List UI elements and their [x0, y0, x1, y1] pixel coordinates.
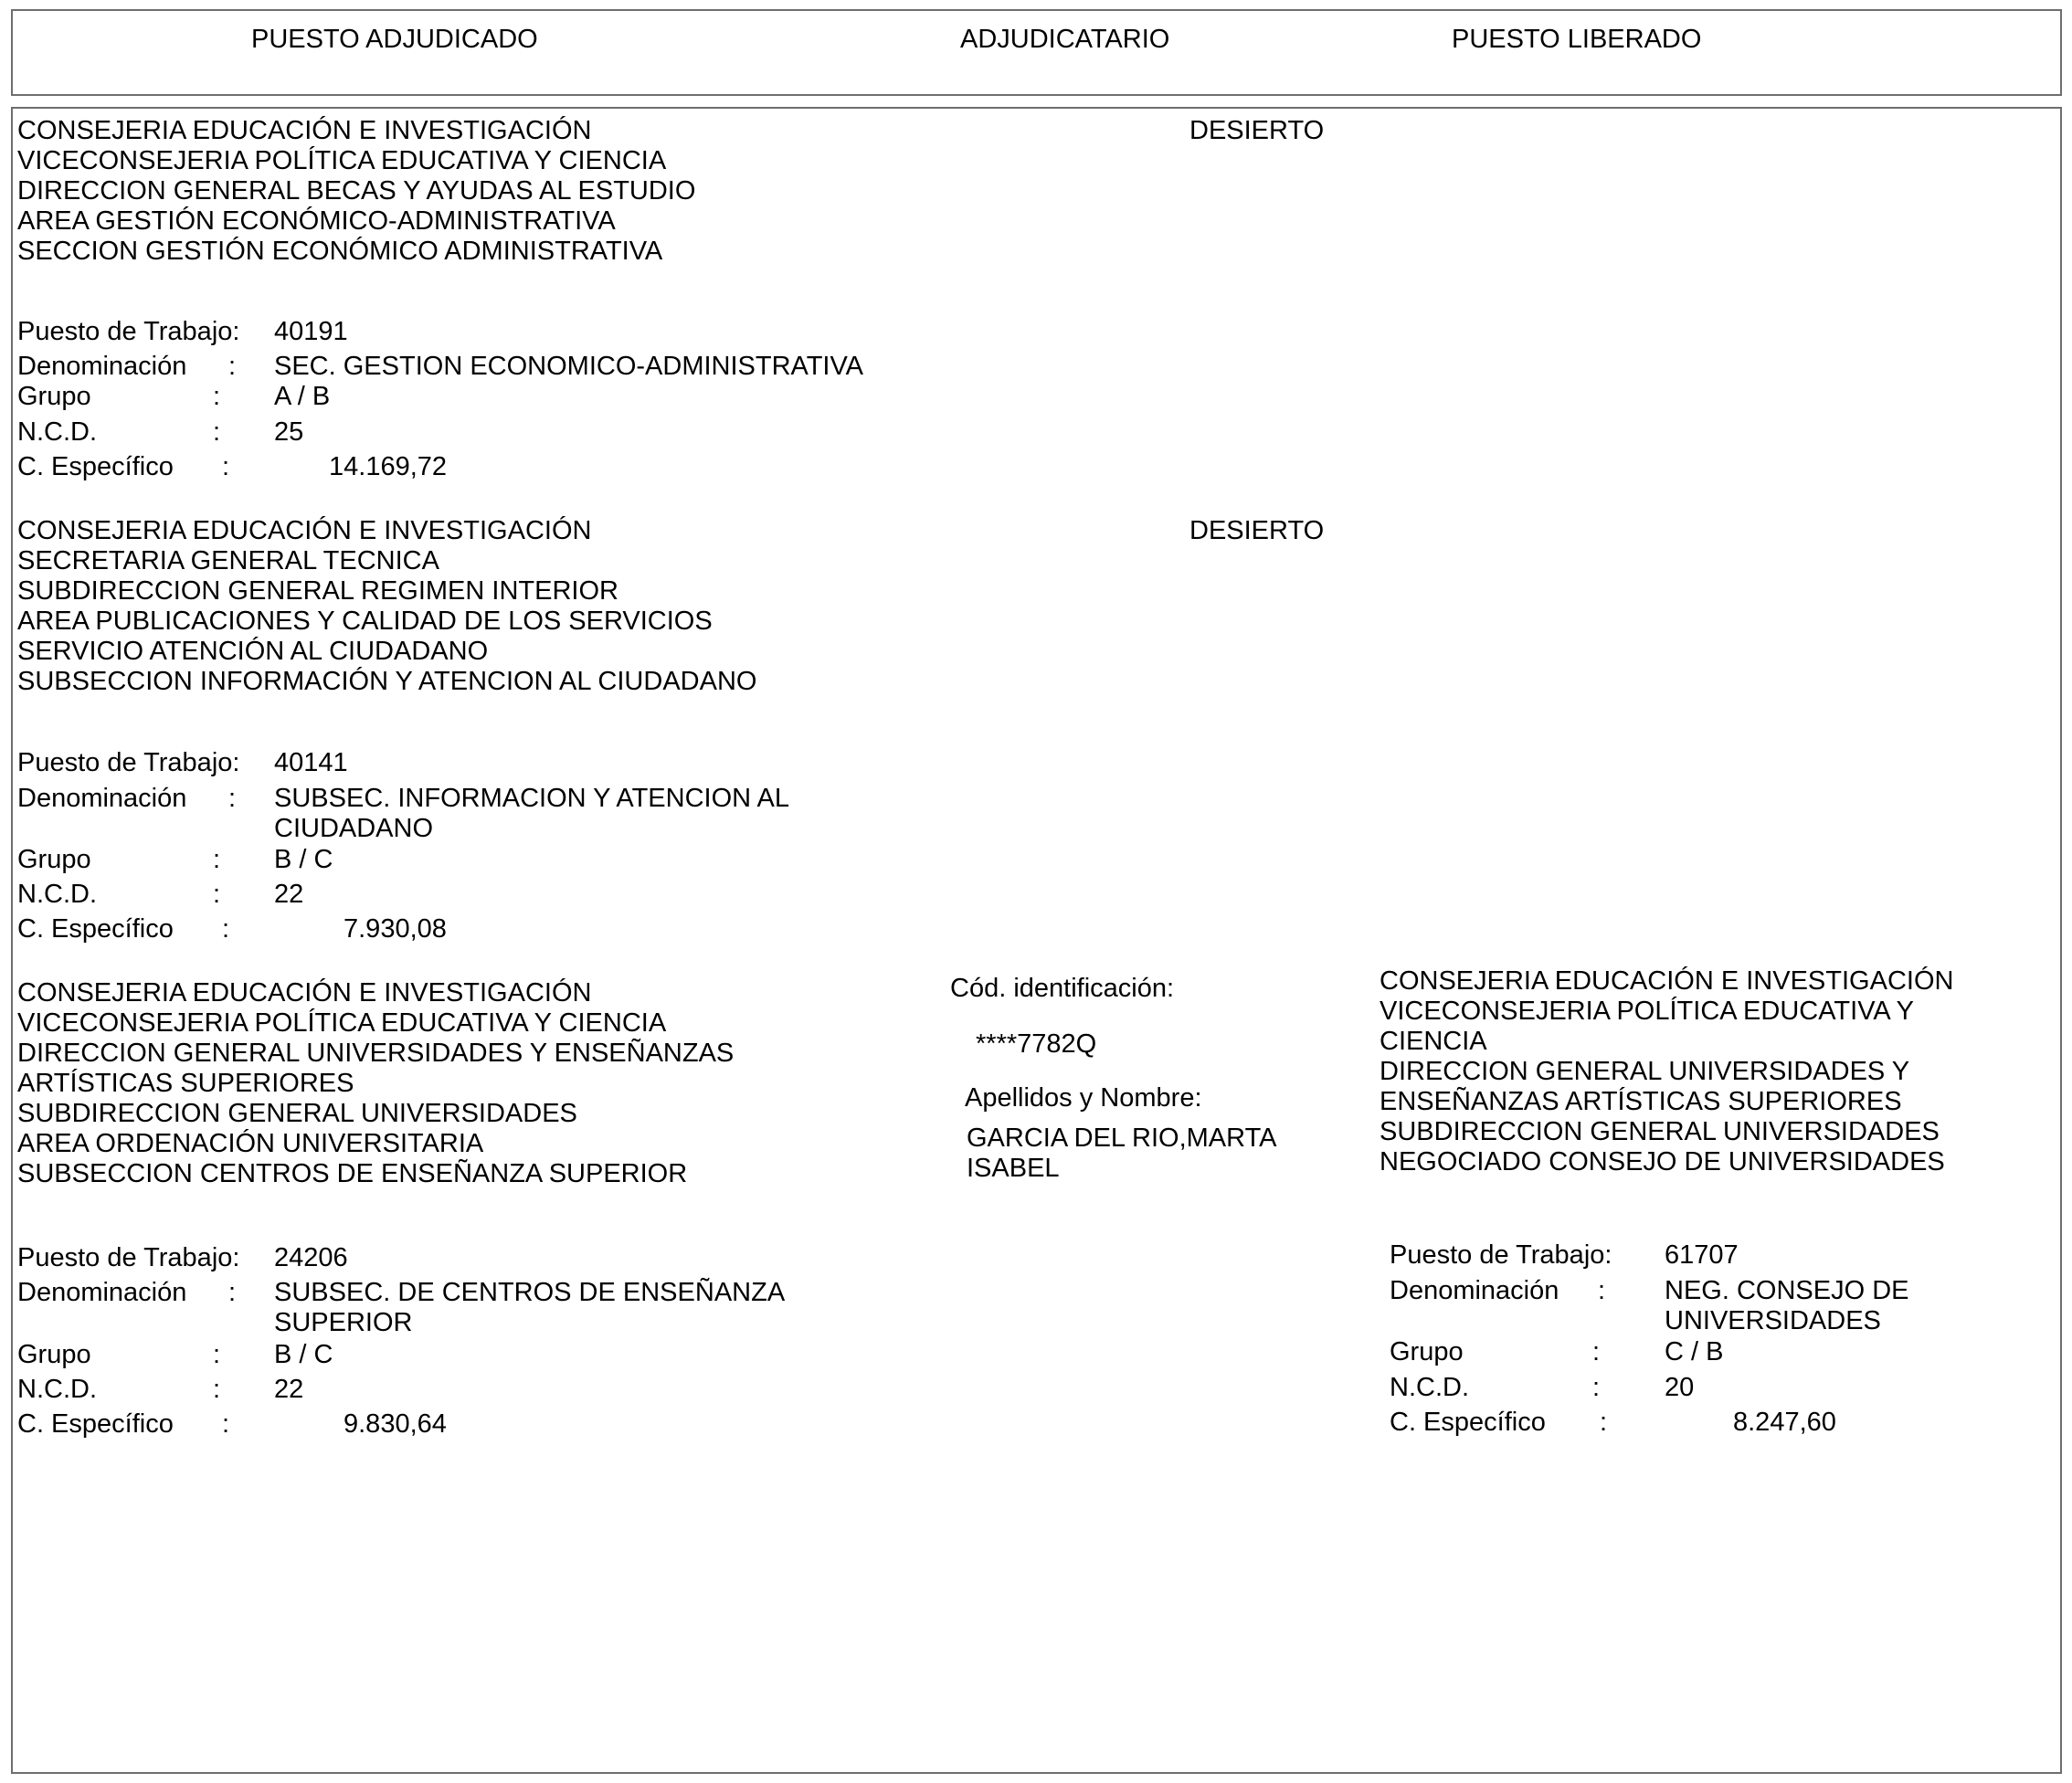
colon: : — [222, 452, 230, 481]
liberado-ncd-label: N.C.D. — [1390, 1373, 1469, 1402]
org-line: CIENCIA — [1380, 1027, 1487, 1056]
nombre-line: ISABEL — [967, 1154, 1060, 1183]
colon: : — [1592, 1337, 1601, 1366]
denominacion-line: SUPERIOR — [274, 1308, 413, 1337]
liberado-especifico-value: 8.247,60 — [1733, 1408, 1836, 1437]
org-line: ARTÍSTICAS SUPERIORES — [17, 1069, 354, 1098]
org-line: SUBSECCION INFORMACIÓN Y ATENCION AL CIUDADANO — [17, 667, 757, 696]
denominacion-label: Denominación — [17, 1278, 187, 1307]
header-adjudicatario: ADJUDICATARIO — [960, 25, 1170, 54]
adjudicatario-desierto-1: DESIERTO — [1189, 116, 1325, 145]
colon: : — [222, 1409, 230, 1439]
org-line: SUBDIRECCION GENERAL UNIVERSIDADES — [1380, 1117, 1940, 1146]
especifico-value: 9.830,64 — [344, 1409, 447, 1439]
org-line: AREA PUBLICACIONES Y CALIDAD DE LOS SERVICIOS — [17, 607, 713, 636]
org-line: SECCION GESTIÓN ECONÓMICO ADMINISTRATIVA — [17, 237, 663, 266]
liberado-especifico-label: C. Específico — [1390, 1408, 1546, 1437]
colon: : — [213, 1375, 221, 1404]
puesto-value: 40191 — [274, 317, 348, 346]
colon: : — [222, 914, 230, 944]
colon: : — [1592, 1373, 1601, 1402]
org-block-2 — [17, 516, 756, 697]
denominacion-line: SUBSEC. INFORMACION Y ATENCION AL — [274, 784, 790, 813]
colon: : — [213, 382, 221, 411]
org-line: SECRETARIA GENERAL TECNICA — [17, 546, 439, 575]
puesto-label: Puesto de Trabajo: — [17, 317, 240, 346]
liberado-denominacion-label: Denominación — [1390, 1276, 1559, 1305]
org-line: SUBDIRECCION GENERAL UNIVERSIDADES — [17, 1099, 577, 1128]
liberado-puesto-value: 61707 — [1665, 1240, 1739, 1270]
colon: : — [228, 784, 237, 813]
adjudicatario-desierto-2: DESIERTO — [1189, 516, 1325, 545]
liberado-grupo-value: C / B — [1665, 1337, 1724, 1366]
denominacion-line: SUBSEC. DE CENTROS DE ENSEÑANZA — [274, 1278, 786, 1307]
especifico-label: C. Específico — [17, 452, 174, 481]
puesto-label: Puesto de Trabajo: — [17, 748, 240, 777]
org-line: NEGOCIADO CONSEJO DE UNIVERSIDADES — [1380, 1147, 1945, 1176]
puesto-value: 24206 — [274, 1243, 348, 1272]
puesto-label: Puesto de Trabajo: — [17, 1243, 240, 1272]
grupo-label: Grupo — [17, 1340, 91, 1369]
org-line: DIRECCION GENERAL UNIVERSIDADES Y ENSEÑANZAS — [17, 1039, 735, 1068]
liberado-ncd-value: 20 — [1665, 1373, 1695, 1402]
colon: : — [213, 1340, 221, 1369]
denominacion-value: SEC. GESTION ECONOMICO-ADMINISTRATIVA — [274, 352, 864, 381]
liberado-org-block — [1380, 966, 1953, 1177]
cod-identificacion-label: Cód. identificación: — [950, 974, 1175, 1003]
colon: : — [213, 417, 221, 447]
cod-identificacion-value: ****7782Q — [976, 1029, 1097, 1059]
denominacion-line: CIUDADANO — [274, 814, 434, 843]
grupo-value: A / B — [274, 382, 331, 411]
org-line: CONSEJERIA EDUCACIÓN E INVESTIGACIÓN — [17, 516, 592, 545]
org-line: AREA GESTIÓN ECONÓMICO-ADMINISTRATIVA — [17, 206, 616, 236]
org-line: SUBDIRECCION GENERAL REGIMEN INTERIOR — [17, 576, 618, 606]
org-line: CONSEJERIA EDUCACIÓN E INVESTIGACIÓN — [17, 978, 592, 1008]
denominacion-line: NEG. CONSEJO DE — [1665, 1276, 1909, 1305]
org-line: VICECONSEJERIA POLÍTICA EDUCATIVA Y CIENCIA — [17, 146, 667, 175]
org-line: DIRECCION GENERAL UNIVERSIDADES Y — [1380, 1057, 1910, 1086]
denominacion-line: UNIVERSIDADES — [1665, 1306, 1881, 1335]
header-puesto-adjudicado: PUESTO ADJUDICADO — [251, 25, 538, 54]
puesto-value: 40141 — [274, 748, 348, 777]
apellidos-label: Apellidos y Nombre: — [965, 1083, 1202, 1113]
header-puesto-liberado: PUESTO LIBERADO — [1452, 25, 1702, 54]
org-line: VICECONSEJERIA POLÍTICA EDUCATIVA Y CIENCIA — [17, 1008, 667, 1038]
org-line: CONSEJERIA EDUCACIÓN E INVESTIGACIÓN — [17, 116, 592, 145]
denominacion-value — [274, 784, 789, 844]
org-line: CONSEJERIA EDUCACIÓN E INVESTIGACIÓN — [1380, 966, 1954, 996]
especifico-label: C. Específico — [17, 1409, 174, 1439]
especifico-value: 7.930,08 — [344, 914, 447, 944]
denominacion-label: Denominación — [17, 784, 187, 813]
especifico-value: 14.169,72 — [329, 452, 448, 481]
org-line: VICECONSEJERIA POLÍTICA EDUCATIVA Y — [1380, 997, 1914, 1026]
org-line: SERVICIO ATENCIÓN AL CIUDADANO — [17, 637, 489, 666]
org-line: AREA ORDENACIÓN UNIVERSITARIA — [17, 1129, 484, 1158]
ncd-label: N.C.D. — [17, 1375, 97, 1404]
ncd-value: 22 — [274, 880, 304, 909]
colon: : — [213, 845, 221, 874]
grupo-label: Grupo — [17, 845, 91, 874]
colon: : — [213, 880, 221, 909]
liberado-puesto-label: Puesto de Trabajo: — [1390, 1240, 1612, 1270]
colon: : — [1600, 1408, 1608, 1437]
org-line: SUBSECCION CENTROS DE ENSEÑANZA SUPERIOR — [17, 1159, 688, 1188]
org-block-3 — [17, 978, 734, 1189]
grupo-value: B / C — [274, 845, 333, 874]
ncd-label: N.C.D. — [17, 880, 97, 909]
denominacion-label: Denominación — [17, 352, 187, 381]
colon: : — [228, 352, 237, 381]
ncd-label: N.C.D. — [17, 417, 97, 447]
grupo-value: B / C — [274, 1340, 333, 1369]
colon: : — [1598, 1276, 1606, 1305]
denominacion-value — [274, 1278, 785, 1338]
org-block-1 — [17, 116, 695, 267]
adjudicatario-nombre — [967, 1124, 1276, 1184]
especifico-label: C. Específico — [17, 914, 174, 944]
liberado-grupo-label: Grupo — [1390, 1337, 1464, 1366]
liberado-denominacion-value — [1665, 1276, 1909, 1336]
nombre-line: GARCIA DEL RIO,MARTA — [967, 1124, 1277, 1153]
ncd-value: 22 — [274, 1375, 304, 1404]
org-line: ENSEÑANZAS ARTÍSTICAS SUPERIORES — [1380, 1087, 1902, 1116]
colon: : — [228, 1278, 237, 1307]
ncd-value: 25 — [274, 417, 304, 447]
grupo-label: Grupo — [17, 382, 91, 411]
org-line: DIRECCION GENERAL BECAS Y AYUDAS AL ESTUDIO — [17, 176, 696, 206]
